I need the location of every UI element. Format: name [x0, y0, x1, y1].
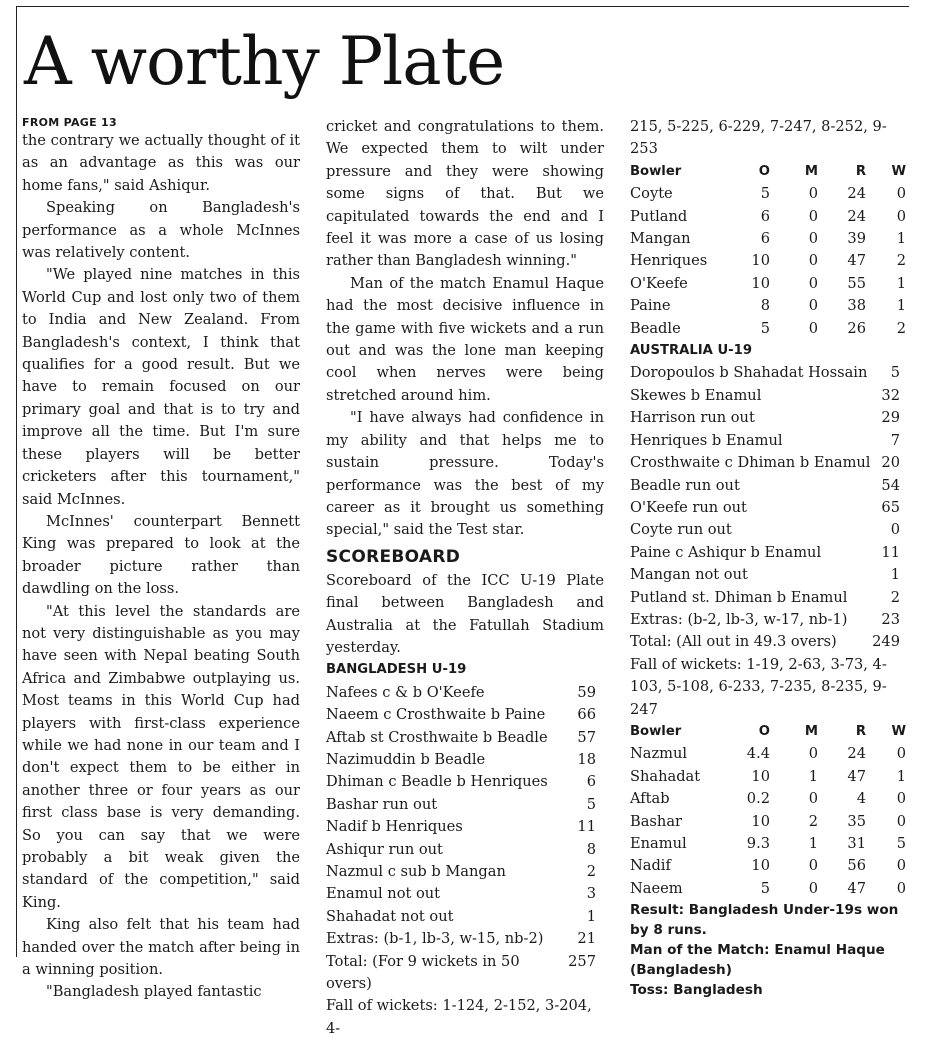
- batsman-runs: 20: [881, 454, 900, 472]
- bowling-row: [630, 273, 908, 295]
- column-2-paragraphs: [326, 116, 604, 542]
- bowler-wickets: 1: [896, 297, 906, 315]
- bowler-runs: 35: [847, 812, 866, 830]
- batting-row: [326, 749, 604, 771]
- batsman-runs: 0: [890, 521, 900, 539]
- bowler-runs: 39: [847, 230, 866, 248]
- article-paragraph: McInnes' counterpart Bennett King was prepared to look at the broader picture rather than dawdling on the loss.: [22, 512, 300, 598]
- article-paragraph: cricket and congratulations to them. We expected them to wilt under pressure and they were showing some signs of that. But we capitulated towards the end and I feel it was more a case of us losing rather than Bangladesh winning.": [326, 118, 604, 270]
- bowler-wickets: 2: [896, 252, 906, 270]
- article-column-2: [326, 116, 604, 1040]
- bowler-overs: 6: [760, 230, 770, 248]
- from-page-label: FROM PAGE 13: [22, 116, 117, 129]
- batsman-runs: 66: [577, 706, 596, 724]
- bowler-runs: 24: [847, 207, 866, 225]
- batting-row: [630, 475, 908, 497]
- batting-row: [630, 587, 908, 609]
- batsman-runs: 1: [586, 907, 596, 925]
- batting-row: [326, 771, 604, 793]
- batting-row: [630, 362, 908, 384]
- bowling-row: [630, 318, 908, 340]
- bowler-runs: 47: [847, 252, 866, 270]
- australia-team-heading: AUSTRALIA U-19: [630, 343, 753, 359]
- bowler-name: Nadif: [630, 857, 671, 875]
- bowler-maidens: 1: [808, 767, 818, 785]
- batsman-runs: 57: [577, 728, 596, 746]
- bowler-runs: 24: [847, 745, 866, 763]
- bowler-overs: 10: [751, 274, 770, 292]
- australia-bowling-list: [630, 183, 908, 340]
- batting-row: [630, 542, 908, 564]
- article-paragraph: "We played nine matches in this World Cup and lost only two of them to India and New Zealand. From Bangladesh's context, I think that qualifies for a good result. But we have to remain focused on our primary goal and that is to try and improve all the time. But I'm sure these players will be better cricketers after this tournament," said McInnes.: [22, 266, 300, 508]
- batsman-dismissal: Skewes b Enamul: [630, 386, 762, 404]
- batsman-runs: 5: [890, 364, 900, 382]
- batsman-dismissal: O'Keefe run out: [630, 498, 747, 516]
- bowler-wickets: 1: [896, 767, 906, 785]
- left-rule: [16, 6, 17, 957]
- batsman-dismissal: Beadle run out: [630, 476, 740, 494]
- bowler-maidens: 0: [808, 745, 818, 763]
- bowler-overs: 10: [751, 857, 770, 875]
- batsman-dismissal: Paine c Ashiqur b Enamul: [630, 543, 822, 561]
- bowler-runs: 47: [847, 767, 866, 785]
- batting-row: [630, 385, 908, 407]
- bowler-name: Aftab: [630, 790, 670, 808]
- bowler-wickets: 0: [896, 207, 906, 225]
- bowler-runs: 38: [847, 297, 866, 315]
- batting-row: [630, 519, 908, 541]
- headline: A worthy Plate: [24, 23, 505, 100]
- bowler-wickets: 0: [896, 812, 906, 830]
- batsman-dismissal: Putland st. Dhiman b Enamul: [630, 588, 848, 606]
- batting-row: [326, 883, 604, 905]
- bowler-name: Coyte: [630, 185, 673, 203]
- bowler-maidens: 0: [808, 879, 818, 897]
- batsman-runs: 3: [586, 885, 596, 903]
- batsman-dismissal: Nafees c & b O'Keefe: [326, 683, 485, 701]
- batting-row: [630, 430, 908, 452]
- bowler-overs: 5: [760, 319, 770, 337]
- batsman-dismissal: Nadif b Henriques: [326, 818, 463, 836]
- bowler-overs: 9.3: [746, 835, 770, 852]
- batsman-dismissal: Henriques b Enamul: [630, 431, 783, 449]
- bowler-wickets: 0: [896, 857, 906, 875]
- batting-row: [326, 727, 604, 749]
- bowler-runs: 47: [847, 879, 866, 897]
- bowler-maidens: 0: [808, 297, 818, 315]
- scoreboard-heading: SCOREBOARD: [326, 546, 461, 567]
- bowler-maidens: 0: [808, 252, 818, 270]
- bowler-maidens: 0: [808, 274, 818, 292]
- article-paragraph: "I have always had confidence in my ability and that helps me to sustain pressure. Today's performance was the best of my career as it brought us something special," said the Test star.: [326, 409, 604, 539]
- bowler-overs: 10: [751, 812, 770, 830]
- batsman-runs: 59: [577, 683, 596, 701]
- article-paragraph: "Bangladesh played fantastic: [46, 983, 262, 1001]
- batting-row: [630, 564, 908, 586]
- bowling-row: [630, 878, 908, 900]
- batting-row: [630, 497, 908, 519]
- batsman-runs: 6: [586, 773, 596, 791]
- bowler-name: Nazmul: [630, 745, 688, 763]
- batsman-runs: 32: [881, 386, 900, 404]
- bowler-wickets: 0: [896, 745, 906, 763]
- bowler-wickets: 2: [896, 319, 906, 337]
- bowling-row: [630, 833, 908, 855]
- batting-row: [326, 861, 604, 883]
- batting-row: [326, 794, 604, 816]
- bowling-row: [630, 788, 908, 810]
- bowling-row: [630, 855, 908, 877]
- scoreboard-intro: Scoreboard of the ICC U-19 Plate final between Bangladesh and Australia at the Fatullah Stadium yesterday.: [326, 571, 604, 656]
- batting-row: [630, 407, 908, 429]
- scoreboard-column-3: [630, 116, 908, 1000]
- bowling-row: [630, 811, 908, 833]
- bangladesh-total: Total: (For 9 wickets in 50 overs) 257: [326, 952, 596, 993]
- bangladesh-extras: Extras: (b-1, lb-3, w-15, nb-2) 21: [326, 930, 596, 948]
- batting-row: [326, 906, 604, 928]
- bowler-runs: 56: [847, 857, 866, 875]
- bowler-overs: 0.2: [746, 790, 770, 808]
- australia-bowling-header: Bowler O M R W: [630, 163, 906, 179]
- bangladesh-team-heading: BANGLADESH U-19: [326, 662, 467, 678]
- bowler-name: Mangan: [630, 230, 691, 248]
- batsman-runs: 11: [881, 543, 900, 561]
- batsman-dismissal: Doropoulos b Shahadat Hossain: [630, 364, 868, 382]
- batsman-runs: 54: [881, 476, 900, 494]
- bowler-name: Paine: [630, 297, 671, 315]
- bowler-runs: 26: [847, 319, 866, 337]
- column-1-paragraphs: [22, 130, 300, 1004]
- bowler-name: Shahadat: [630, 767, 701, 785]
- batsman-dismissal: Naeem c Crosthwaite b Paine: [326, 706, 546, 724]
- bowler-name: Naeem: [630, 879, 683, 897]
- bowler-wickets: 0: [896, 790, 906, 808]
- bowler-overs: 4.4: [746, 745, 770, 763]
- bowler-name: O'Keefe: [630, 274, 688, 292]
- batting-row: [326, 682, 604, 704]
- batsman-dismissal: Bashar run out: [326, 795, 438, 813]
- man-of-the-match: Man of the Match: Enamul Haque (Bangladesh): [630, 942, 885, 979]
- article-paragraph: the contrary we actually thought of it as an advantage as this was our home fans," said Ashiqur.: [22, 132, 300, 194]
- batsman-runs: 1: [890, 566, 900, 584]
- batsman-dismissal: Ashiqur run out: [326, 840, 443, 858]
- batsman-runs: 2: [586, 863, 596, 880]
- bowler-runs: 24: [847, 185, 866, 203]
- bowler-name: Beadle: [630, 319, 681, 337]
- bowler-overs: 5: [760, 185, 770, 203]
- bowler-name: Enamul: [630, 835, 687, 852]
- bowler-overs: 8: [760, 297, 770, 315]
- bowling-row: [630, 295, 908, 317]
- batsman-dismissal: Shahadat not out: [326, 907, 454, 925]
- bowling-row: [630, 206, 908, 228]
- batsman-dismissal: Mangan not out: [630, 566, 748, 584]
- batsman-dismissal: Aftab st Crosthwaite b Beadle: [326, 728, 548, 746]
- toss-result: Toss: Bangladesh: [630, 982, 763, 999]
- bowler-name: Henriques: [630, 252, 708, 270]
- australia-total: Total: (All out in 49.3 overs) 249: [630, 633, 900, 651]
- australia-extras: Extras: (b-2, lb-3, w-17, nb-1) 23: [630, 610, 900, 628]
- bowler-overs: 10: [751, 767, 770, 785]
- batsman-dismissal: Nazimuddin b Beadle: [326, 750, 486, 768]
- bowler-maidens: 0: [808, 230, 818, 248]
- bowler-maidens: 0: [808, 185, 818, 203]
- batsman-runs: 29: [881, 409, 900, 427]
- bowling-row: [630, 250, 908, 272]
- article-column-1: [22, 116, 300, 1004]
- bowler-maidens: 0: [808, 319, 818, 337]
- bangladesh-bowling-header: Bowler O M R W: [630, 723, 906, 739]
- batsman-dismissal: Dhiman c Beadle b Henriques: [326, 773, 548, 791]
- bowler-runs: 55: [847, 274, 866, 292]
- bangladesh-fall-of-wickets-start: Fall of wickets: 1-124, 2-152, 3-204, 4-: [326, 997, 592, 1037]
- match-result: Result: Bangladesh Under-19s won by 8 runs.: [630, 902, 899, 939]
- bowling-row: [630, 183, 908, 205]
- batsman-runs: 7: [890, 431, 900, 449]
- bangladesh-fall-of-wickets-end: 215, 5-225, 6-229, 7-247, 8-252, 9-253: [630, 118, 887, 158]
- bowler-wickets: 0: [896, 185, 906, 203]
- bowler-runs: 31: [847, 835, 866, 852]
- bowling-row: [630, 743, 908, 765]
- bangladesh-bowling-list: [630, 743, 908, 900]
- australia-batting-list: [630, 362, 908, 608]
- australia-fall-of-wickets: Fall of wickets: 1-19, 2-63, 3-73, 4-103, 5-108, 6-233, 7-235, 8-235, 9-247: [630, 655, 887, 718]
- bowler-maidens: 0: [808, 790, 818, 808]
- bowler-overs: 6: [760, 207, 770, 225]
- bowler-wickets: 5: [896, 835, 906, 852]
- batting-row: [326, 816, 604, 838]
- batsman-dismissal: Nazmul c sub b Mangan: [326, 863, 506, 880]
- bowler-wickets: 1: [896, 230, 906, 248]
- batsman-dismissal: Coyte run out: [630, 521, 732, 539]
- batsman-dismissal: Crosthwaite c Dhiman b Enamul: [630, 454, 871, 472]
- bowler-maidens: 2: [808, 812, 818, 830]
- batsman-dismissal: Enamul not out: [326, 885, 441, 903]
- bowler-name: Putland: [630, 207, 688, 225]
- top-rule: [16, 6, 909, 7]
- bowling-row: [630, 228, 908, 250]
- batsman-runs: 5: [586, 795, 596, 813]
- batsman-dismissal: Harrison run out: [630, 409, 755, 427]
- batsman-runs: 11: [577, 818, 596, 836]
- bowler-wickets: 0: [896, 879, 906, 897]
- batsman-runs: 8: [586, 840, 596, 858]
- batsman-runs: 2: [890, 588, 900, 606]
- batting-row: [326, 704, 604, 726]
- bangladesh-batting-list: [326, 682, 604, 928]
- bowler-maidens: 0: [808, 857, 818, 875]
- bowler-wickets: 1: [896, 274, 906, 292]
- batting-row: [630, 452, 908, 474]
- article-paragraph: Man of the match Enamul Haque had the most decisive influence in the game with five wickets and a run out and was the lone man keeping cool when nerves were being stretched around him.: [326, 274, 604, 404]
- bowler-maidens: 1: [808, 835, 818, 852]
- bowling-row: [630, 766, 908, 788]
- article-paragraph: Speaking on Bangladesh's performance as a whole McInnes was relatively content.: [22, 199, 300, 262]
- bowler-name: Bashar: [630, 812, 682, 830]
- bowler-overs: 5: [760, 879, 770, 897]
- article-paragraph: "At this level the standards are not very distinguishable as you may have seen with Nepal beating South Africa and Zimbabwe outplaying us. Most teams in this World Cup had players with first-class experience while we had none in our team and I don't expect them to be either in another three or four years as our first class base is very demanding. So you can say that we were probably a bit weak given the standard of the competition," said King.: [22, 602, 300, 911]
- batsman-runs: 65: [881, 498, 900, 516]
- bowler-overs: 10: [751, 252, 770, 270]
- article-paragraph: King also felt that his team had handed over the match after being in a winning position.: [22, 916, 300, 979]
- batsman-runs: 18: [577, 750, 596, 768]
- bowler-maidens: 0: [808, 207, 818, 225]
- batting-row: [326, 839, 604, 861]
- bowler-runs: 4: [856, 790, 866, 808]
